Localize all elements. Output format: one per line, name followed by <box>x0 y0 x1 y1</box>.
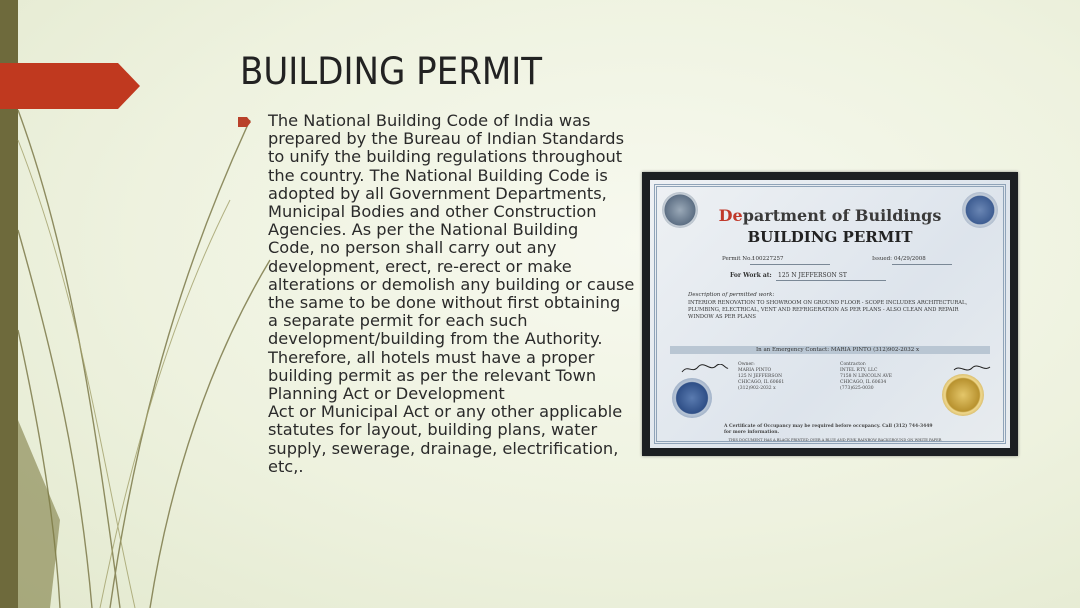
body-line: Municipal Bodies and other Construction <box>268 202 597 222</box>
body-line: building permit as per the relevant Town <box>268 365 597 385</box>
owner-label: Owner: <box>738 362 755 367</box>
work-at-address: 125 N JEFFERSON ST <box>778 272 847 279</box>
title-arrow-shape <box>0 63 140 109</box>
work-at-underline <box>776 280 886 281</box>
permit-title: BUILDING PERMIT <box>747 228 913 246</box>
permit-no-underline <box>750 264 830 265</box>
blue-seal-icon <box>672 378 712 418</box>
body-line: Act or Municipal Act or any other applicable <box>268 402 623 422</box>
body-line: The National Building Code of India was <box>268 111 591 130</box>
body-line: Code, no person shall carry out any <box>268 238 557 258</box>
emergency-contact: In an Emergency Contact: MARIA PINTO (312)902-2032 x <box>756 347 920 353</box>
issued-label: Issued: <box>872 256 892 262</box>
permit-no: 100227257 <box>752 256 784 262</box>
body-line: alterations or demolish any building or cause <box>268 274 635 294</box>
permit-photo <box>642 172 1018 456</box>
contractor-details: INTEL RTY, LLC 7158 N LINCOLN AVE CHICAGO, IL 60634 (773)625-0030 <box>840 368 893 391</box>
body-line: prepared by the Bureau of Indian Standards <box>268 129 625 149</box>
body-paragraph <box>268 111 635 476</box>
dept-heading-prefix: De <box>718 206 743 225</box>
body-line: a separate permit for each such <box>268 311 528 331</box>
body-line: Planning Act or Development <box>268 384 505 404</box>
contractor-label: Contractor: <box>840 362 867 367</box>
signature-right <box>952 364 992 374</box>
dept-heading-rest: partment of Buildings <box>742 206 942 225</box>
body-line: supply, sewerage, drainage, electrification, <box>268 438 619 458</box>
footer-note: A Certificate of Occupancy may be required before occupancy. Call (312) 744-3449 for more information. <box>724 424 933 435</box>
signature-left <box>680 364 730 374</box>
body-line: Therefore, all hotels must have a proper <box>268 347 595 367</box>
work-at-label: For Work at: <box>730 272 772 279</box>
gold-seal-icon <box>942 374 984 416</box>
arrow-bullet-icon <box>238 116 252 128</box>
permit-description: INTERIOR RENOVATION TO SHOWROOM ON GROUND FLOOR - SCOPE INCLUDES ARCHITECTURAL, PLUMBING, ELECTRICAL, VENT AND REFRIGERATION AS PER PLANS - ALSO CLEAN AND REPAIR WINDOW AS PER PLANS <box>688 300 968 320</box>
footer-note-2: THIS DOCUMENT HAS A BLACK PRINTED OVER A BLUE AND PINK RAINBOW BACKGROUND ON WHITE PAPER <box>728 438 942 442</box>
body-line: to unify the building regulations throughout <box>268 147 623 167</box>
body-line: the same to be done without first obtaining <box>268 293 621 313</box>
body-line: etc,. <box>268 456 304 476</box>
desc-label: Description of permitted work: <box>688 292 775 298</box>
body-line: development, erect, re-erect or make <box>268 256 572 276</box>
slide-title: BUILDING PERMIT <box>240 50 543 93</box>
issued-date: 04/29/2008 <box>894 256 926 262</box>
body-line: adopted by all Government Departments, <box>268 183 607 203</box>
body-line: Agencies. As per the National Building <box>268 220 579 240</box>
body-line: the country. The National Building Code is <box>268 165 608 185</box>
owner-details: MARIA PINTO 125 N JEFFERSON CHICAGO, IL 60661 (312)902-2032 x <box>738 368 785 391</box>
issued-underline <box>892 264 952 265</box>
permit-document <box>650 180 1010 448</box>
body-line: development/building from the Authority. <box>268 329 603 349</box>
permit-no-label: Permit No.: <box>722 256 754 262</box>
permit-department-heading <box>650 206 1010 225</box>
body-line: statutes for layout, building plans, water <box>268 420 598 440</box>
